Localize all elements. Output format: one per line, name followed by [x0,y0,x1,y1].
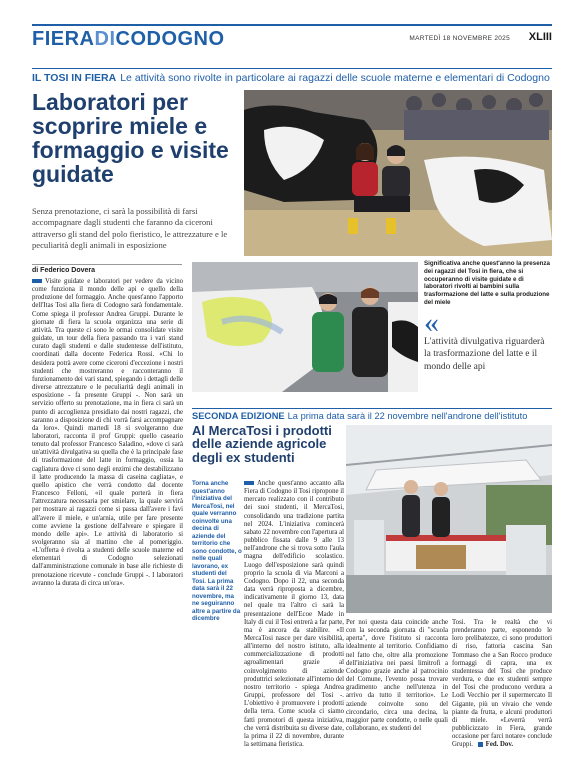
story1-kicker [32,68,552,84]
story1-pull-quote: L'attività divulgativa riguarderà la trasformazione del latte e il mondo delle api [424,337,545,372]
story1-byline: di Federico Dovera [32,264,182,274]
story2-body-col1-text: Anche quest'anno accanto alla Fiera di Codogno il Tosi ripropone il mercato realizzato con il contributo dei suoi studenti, il MercaTosi, consolidando una tradizione partita nel 2024. L'iniziativa comincerà sabato 22 novembre con l'apertura al pubblico fissata dalle 9 alle 13 nell'androne che si trova sotto l'aula magna dell'edificio scolastico. Luogo dell'esposizione sarà quindi proprio la scuola di via Marconi a Codogno. Dopo il 22, una seconda data verrà riproposta a dicembre, indicativamente il giorno 13, data nel quale tra l'altro ci sarà la presentazione dell'Ecoe Made in Italy di cui il Tosi entrerà a far parte, ma è ancora da stabilire. «Il MercaTosi nasce per dare visibilità, all'interno del nostro istituto, alla commercializzazione di prodotti agroalimentari grazie al coinvolgimento di aziende produttrici selezionate all'interno del nostro territorio - spiega Andrea Gruppi, professore del Tosi -. L'obiettivo è promuovere i prodotti della terra. Come scuola ci siamo fatti promotori di questa iniziativa, che verrà distribuita su diverse date, la prima il 22 di novembre, durante la settimana fieristica. [244,480,344,748]
page-number: XLIII [528,31,552,43]
story2-body-col3 [452,619,552,749]
story2-kicker [192,408,552,421]
story2-headline: Al MercaTosi i prodotti delle aziende agricole degli ex studenti [192,423,332,465]
square-bullet-icon [32,279,42,283]
story2-side-note: Torna anche quest'anno l'iniziativa del MercaTosi, nel quale verranno coinvolte una decina di aziende del territorio che sono condotte, o nelle quali lavorano, ex studenti del Tosi. La prima data sarà il 22 novembre, ma ne seguiranno altre a partire da dicembre [192,480,242,622]
story1-photo-caption: Significativa anche quest'anno la presenza dei ragazzi del Tosi in fiera, che si occuperanno di visite guidate e di laboratori rivolti ai bambini sulla trasformazione del latte e sulla produzione del miele [424,260,550,306]
quote-mark-icon: « [424,306,439,339]
story1-kicker-text: Le attività sono rivolte in particolare ai ragazzi delle scuole materne e elementari di Codogno [120,72,550,84]
story1-standfirst: Senza prenotazione, ci sarà la possibilità di farsi accompagnare dagli studenti che faranno da ciceroni attraverso gli stand del polo fieristico, le attrezzature e le peculiarità degli animali in esposizione [32,206,228,251]
square-bullet-icon [244,481,254,485]
story1-body-text: Visite guidate e laboratori per vedere da vicino come funziona il mondo delle api e quello della produzione del formaggio. Anche quest'anno l'apporto dell'Itas Tosi alla fiera di Codogno sarà fondamentale. Come spiega il professor Andrea Gruppi. Durante le giornate di fiera la scuola organizza una serie di attività. Tra queste ci sono le ormai consolidate visite guidate, un tour della fiera passando tra i vari stand curato dagli studenti e dalle studentesse dell'istituto, coordinati dalla docente Federica Rossi. «Chi lo desidera potrà avere come ciceroni d'eccezione i nostri studenti che mostreranno e racconteranno il funzionamento dei vari stand, spiegando i dettagli delle diverse attrezzature e le peculiarità degli animali in esposizione - fa presente Gruppi -. Non sarà un servizio offerto su prenotazione, ma in fiera ci sarà un punto di accoglienza presidiato dai nostri ragazzi, che saranno a disposizione di chi vorrà farsi accompagnare da loro». Quindi martedì 18 si svolgeranno due laboratori, racconta il prof Gruppi: quello caseario tenuto dal professor Francesco Saladino, «dove ci sarà un'attività divulgativa su quella che è la principale fase di trasformazione del latte in formaggio, ossia la cagliatura dove ci sono degli enzimi che destabilizzano il latte producendo la massa di caseina cagliata», e quello apistico che verrà condotto dal docente Francesco Felloni, «il quale porterà in fiera l'attrezzatura necessaria per smielare, la quale servirà per mostrare ai ragazzi come si passa dall'avere i favi all'avere il miele, e un'arnia, utile per fare presente come avviene la gestione dell'alveare e spiegare il mondo delle api». Le attività di laboratorio si svolgeranno sia al mattino che al pomeriggio. «L'offerta è rivolta a studenti delle scuole materne ed elementari di Codogno selezionati dall'amministrazione comunale in base alle richieste di prenotazione ricevute - conclude Gruppi -. I laboratori avranno la durata di circa un'ora». [32,278,183,587]
issue-date: MARTEDÌ 18 NOVEMBRE 2025 [409,35,510,42]
story2-body-col1 [244,480,344,748]
section-title-part2: DI [94,28,116,50]
story1-headline: Laboratori per scoprire miele e formaggio e visite guidate [32,89,229,187]
story2-signature: Fed. Dov. [485,741,514,749]
story2-photo-market-stand [346,425,552,613]
story2-kicker-tag: SECONDA EDIZIONE [192,411,285,421]
section-title [32,28,225,51]
story2-body-col3-text: Tosi. Tra le realtà che vi prenderanno parte, esponendo le loro prelibatezze, ci sono produttori di riso, fattoria cascina San Tommaso che a San Rocco produce formaggi di capra, una ex studentessa del Tosi che produce verdura, e due ex studenti sempre del Tosi che producono verdura a Lodi Vecchio per il supermercato Il Gigante, più un vivaio che vende piante da frutta, e alcuni produttori di miele. «Leverrà verrà pubblicizzato in Fiera, grande occasione per farci notare» conclude Gruppi. [452,619,552,749]
section-title-part1: FIERA [32,28,95,50]
story1-photo-cows-students [244,90,552,256]
story1-kicker-tag: IL TOSI IN FIERA [32,72,117,84]
story1-photo-cow-grooming [192,262,418,392]
masthead [32,24,552,54]
story2-body-col2: Per noi questa data coincide anche con la seconda giornata di "scuola aperta", dove l'istituto si racconta idealmente al territorio. Confidiamo nel fatto che, oltre alla promozione dell'iniziativa nei paesi limitrofi a Codogno grazie anche al patrocinio del Comune, l'evento possa trovare gradimento anche nell'utenza in arrivo da tutto il territorio». Le aziende coinvolte sono del circondario, circa una decina, la maggior parte condotte, o nelle quali collaborano, ex studenti del [346,619,448,733]
square-bullet-icon [478,742,483,747]
story2-kicker-text: La prima data sarà il 22 novembre nell'androne dell'istituto [287,411,528,421]
story1-body [32,278,183,748]
section-title-part3: CODOGNO [115,28,225,50]
